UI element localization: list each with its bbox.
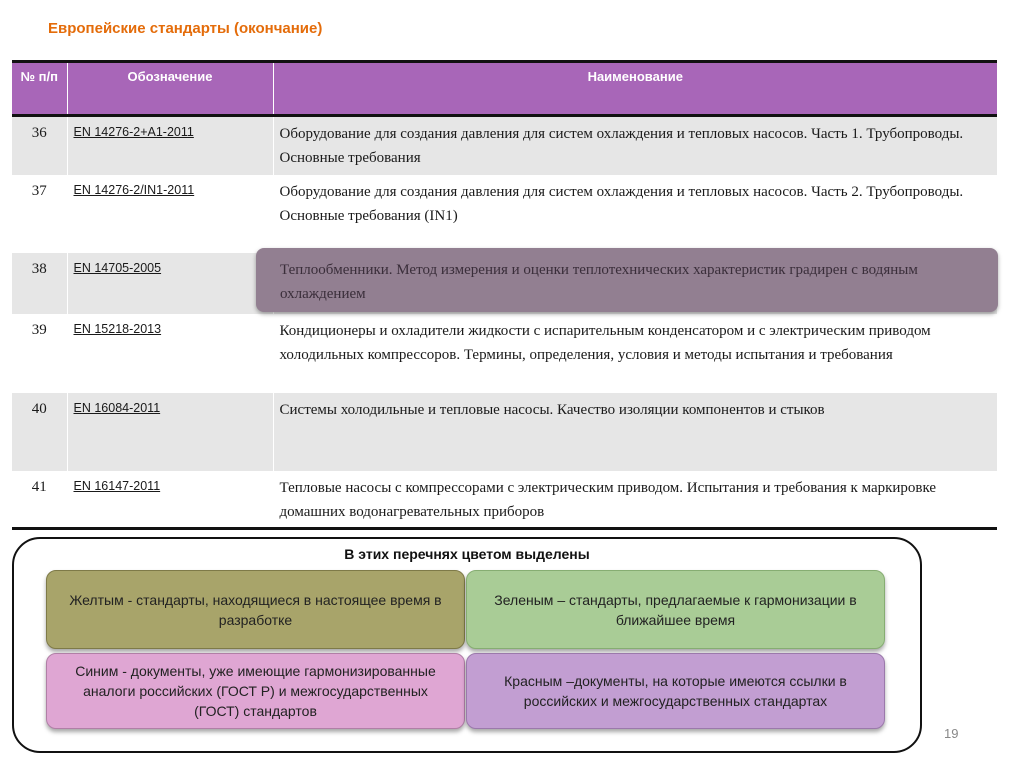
row-num: 40 (12, 393, 67, 471)
row-code-link[interactable]: EN 14276-2+A1-2011 (67, 116, 273, 175)
legend-yellow-text: Желтым - стандарты, находящиеся в настоящее время в разработке (69, 591, 442, 628)
row-num: 36 (12, 116, 67, 175)
table-row (12, 314, 997, 393)
table-row (12, 116, 997, 175)
row-num: 39 (12, 314, 67, 393)
legend-green (466, 570, 885, 649)
row-code-link[interactable]: EN 15218-2013 (67, 314, 273, 393)
table-row (12, 471, 997, 529)
legend-blue (46, 653, 465, 729)
legend-title: В этих перечнях цветом выделены (344, 546, 590, 562)
table-row (12, 175, 997, 253)
row-name: Системы холодильные и тепловые насосы. Качество изоляции компонентов и стыков (273, 393, 997, 471)
row-num: 38 (12, 253, 67, 314)
row-code-link[interactable]: EN 14276-2/IN1-2011 (67, 175, 273, 253)
page-title: Европейские стандарты (окончание) (48, 20, 323, 37)
color-legend (12, 537, 922, 753)
legend-yellow (46, 570, 465, 649)
row-name: Оборудование для создания давления для систем охлаждения и тепловых насосов. Часть 1. Трубопроводы. Основные требования (273, 116, 997, 175)
row-name: Кондиционеры и охладители жидкости с испарительным конденсатором и с электрическим приводом холодильных компрессоров. Термины, определения, условия и методы испытания и требования (279, 322, 931, 363)
table-header-row (12, 62, 997, 116)
legend-blue-text: Синим - документы, уже имеющие гармонизированные аналоги российских (ГОСТ Р) и межгосударственных (ГОСТ) стандартов (75, 663, 436, 719)
row-num: 37 (12, 175, 67, 253)
row-code-link[interactable]: EN 14705-2005 (67, 253, 273, 314)
legend-red-text: Красным –документы, на которые имеются ссылки в российских и межгосударственных стандартах (504, 673, 847, 709)
row-code-link[interactable]: EN 16147-2011 (67, 471, 273, 529)
header-name: Наименование (273, 62, 997, 116)
page-number: 19 (944, 726, 959, 741)
header-code: Обозначение (67, 62, 273, 116)
header-num: № п/п (12, 62, 67, 116)
row-name: Тепловые насосы с компрессорами с электрическим приводом. Испытания и требования к маркировке домашних водонагревательных приборов (273, 471, 997, 529)
table-row (12, 393, 997, 471)
row-name: Оборудование для создания давления для систем охлаждения и тепловых насосов. Часть 2. Трубопроводы. Основные требования (IN1) (279, 183, 964, 224)
row-code-link[interactable]: EN 16084-2011 (67, 393, 273, 471)
row-num: 41 (12, 471, 67, 529)
legend-green-text: Зеленым – стандарты, предлагаемые к гармонизации в ближайшее время (494, 591, 857, 628)
legend-red (466, 653, 885, 729)
highlighted-standard-name: Теплообменники. Метод измерения и оценки теплотехнических характеристик градирен с водяным охлаждением (256, 248, 998, 312)
